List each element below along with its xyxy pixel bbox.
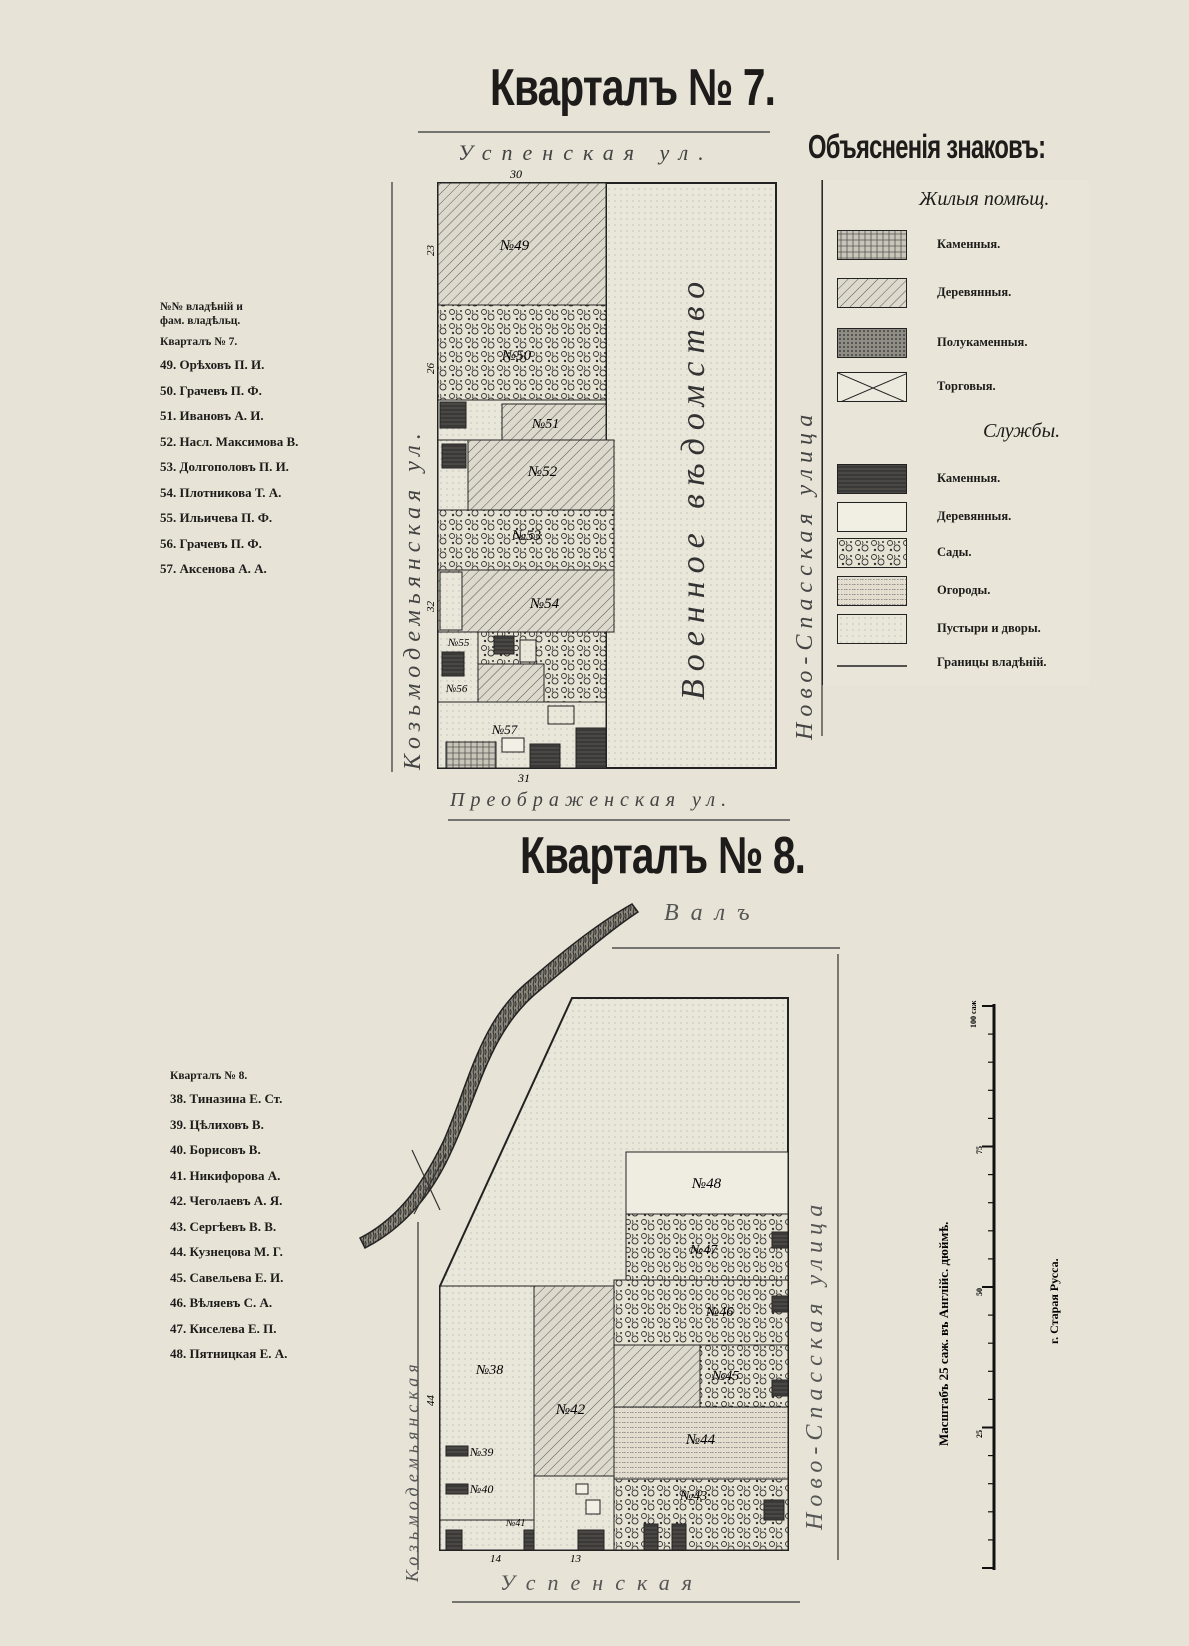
plot-label-49: №49	[500, 238, 530, 254]
corner-number: 31	[518, 771, 530, 785]
plot-label-50: №50	[502, 348, 532, 364]
corner-number: 13	[570, 1553, 581, 1565]
legend-label: Каменныя.	[937, 471, 1001, 485]
legend-item-wasteland	[837, 614, 1087, 644]
legend-item-garden	[837, 538, 1087, 568]
legend-item-stone-svc	[837, 464, 1087, 494]
owner-entry: 50. Грачевъ П. Ф.	[160, 382, 262, 398]
legend-label: Каменныя.	[937, 237, 1001, 251]
owner-entry: 49. Орѣховъ П. И.	[160, 357, 265, 372]
plot-label-46: №46	[706, 1305, 734, 1320]
boundary-swatch	[837, 648, 907, 678]
scale-mark-label: 25	[975, 1430, 984, 1438]
scale-mark-label: 50	[975, 1288, 984, 1296]
scale-bar	[936, 1000, 1061, 1570]
plot-label-48: №48	[692, 1176, 722, 1192]
plot-label-54: №54	[530, 596, 560, 612]
owner-entry: 42. Чеголаевъ А. Я.	[170, 1193, 283, 1208]
owner-entry: 40. Борисовъ В.	[170, 1142, 261, 1157]
plot-label-55: №55	[448, 637, 470, 649]
plot-label-56: №56	[446, 683, 468, 695]
corner-number: 30	[510, 167, 522, 181]
legend-item-wood-svc	[837, 502, 1087, 532]
street-bottom: Преображенская ул.	[450, 789, 733, 811]
plot-label-45: №45	[712, 1369, 740, 1384]
legend-item-halfstone-res	[837, 328, 1087, 358]
legend-label: Деревянныя.	[937, 285, 1012, 299]
owners-heading-line2: фам. владѣльц.	[160, 315, 241, 327]
place-caption: г. Старая Русса.	[1047, 1258, 1061, 1344]
legend-item-trade	[837, 372, 1087, 402]
legend-label: Торговыя.	[937, 379, 996, 393]
halfstone-res-swatch	[837, 328, 907, 358]
map-quarter-7	[392, 132, 822, 820]
street-top: Валъ	[664, 900, 762, 926]
corner-number: 26	[425, 363, 437, 374]
owner-entry: 43. Сергѣевъ В. В.	[170, 1218, 277, 1234]
plot-label-43: №43	[680, 1489, 708, 1504]
owner-entry: 56. Грачевъ П. Ф.	[160, 535, 262, 551]
legend-label: Сады.	[937, 545, 972, 559]
owner-entry: 45. Савельева Е. И.	[170, 1269, 284, 1285]
legend-item-wood-res	[837, 278, 1087, 308]
owners-heading-line1: №№ владѣній и	[160, 301, 243, 313]
legend-item-stone-res	[837, 230, 1087, 260]
owner-entry: 52. Насл. Максимова В.	[160, 433, 299, 449]
street-left: Козьмодемьянская ул.	[400, 427, 426, 770]
corner-number: 23	[425, 245, 437, 256]
scale-top-label: 100 саж	[969, 1000, 978, 1028]
corner-number: 44	[425, 1395, 437, 1406]
plot-label-44: №44	[686, 1432, 716, 1448]
legend-title: Объясненія знаковъ:	[808, 128, 1046, 165]
owner-entry: 39. Цѣлиховъ В.	[170, 1116, 264, 1132]
plot-label-42: №42	[556, 1402, 586, 1418]
map-quarter-8	[360, 900, 840, 1602]
street-right: Ново-Спасская улица	[792, 408, 818, 740]
street-left: Козьмодемьянская	[402, 1359, 422, 1582]
owner-entry: 55. Ильичева П. Ф.	[160, 510, 273, 525]
plot-label-52: №52	[528, 464, 558, 480]
legend-panel	[822, 180, 1089, 685]
street-top: Успенская ул.	[458, 140, 714, 165]
legend-item-vegetable	[837, 576, 1087, 606]
legend-label: Пустыри и дворы.	[937, 621, 1041, 635]
owner-entry: 57. Аксенова А. А.	[160, 561, 267, 576]
owners-quarter-heading: Кварталъ № 7.	[160, 336, 238, 348]
owner-entry: 51. Ивановъ А. И.	[160, 408, 264, 423]
plot-label-51: №51	[532, 417, 560, 432]
wasteland-swatch	[837, 614, 907, 644]
quarter-7-title: Кварталъ № 7.	[490, 59, 776, 117]
legend-label: Огороды.	[937, 583, 991, 597]
owner-entry: 54. Плотникова Т. А.	[160, 484, 282, 500]
corner-number: 14	[490, 1553, 501, 1565]
corner-number: 32	[425, 601, 437, 612]
owner-entry: 47. Киселева Е. П.	[170, 1320, 277, 1336]
plot-label-57: №57	[492, 722, 518, 737]
plot-label-40: №40	[470, 1482, 494, 1496]
owners-quarter-heading: Кварталъ № 8.	[170, 1070, 248, 1082]
street-right: Ново-Спасская улица	[802, 1198, 828, 1530]
legend-label: Полукаменныя.	[937, 335, 1028, 349]
legend-label: Границы владѣній.	[937, 655, 1047, 669]
legend-item-boundary	[837, 648, 1087, 678]
plot-label-38: №38	[476, 1363, 504, 1378]
trade-swatch	[837, 372, 907, 402]
plot-label-53: №53	[512, 528, 542, 544]
legend-group-services: Службы.	[983, 420, 1061, 442]
plot-label-39: №39	[470, 1445, 494, 1459]
plot-label-47: №47	[690, 1243, 718, 1258]
stone-svc-swatch	[837, 464, 907, 494]
owner-entry: 48. Пятницкая Е. А.	[170, 1346, 288, 1361]
scale-mark-label: 75	[975, 1146, 984, 1154]
owner-entry: 38. Тиназина Е. Ст.	[170, 1091, 283, 1106]
vegetable-swatch	[837, 576, 907, 606]
military-dept-label: Военное вѣдомство	[675, 273, 712, 700]
owner-entry: 41. Никифорова А.	[170, 1167, 281, 1183]
plot-label-41: №41	[506, 1518, 526, 1529]
legend-label: Деревянныя.	[937, 509, 1012, 523]
street-bottom: Успенская	[500, 1570, 704, 1595]
wood-svc-swatch	[837, 502, 907, 532]
owner-entry: 53. Долгополовъ П. И.	[160, 459, 289, 474]
legend-group-living: Жилыя помѣщ.	[919, 188, 1050, 210]
scale-caption: Масштабъ 25 саж. въ Англійс. дюймѣ.	[936, 1221, 951, 1446]
wood-res-swatch	[837, 278, 907, 308]
garden-swatch	[837, 538, 907, 568]
owner-entry: 44. Кузнецова М. Г.	[170, 1244, 283, 1259]
owner-entry: 46. Вѣляевъ С. А.	[170, 1295, 273, 1310]
quarter-8-title: Кварталъ № 8.	[520, 827, 806, 885]
stone-res-swatch	[837, 230, 907, 260]
